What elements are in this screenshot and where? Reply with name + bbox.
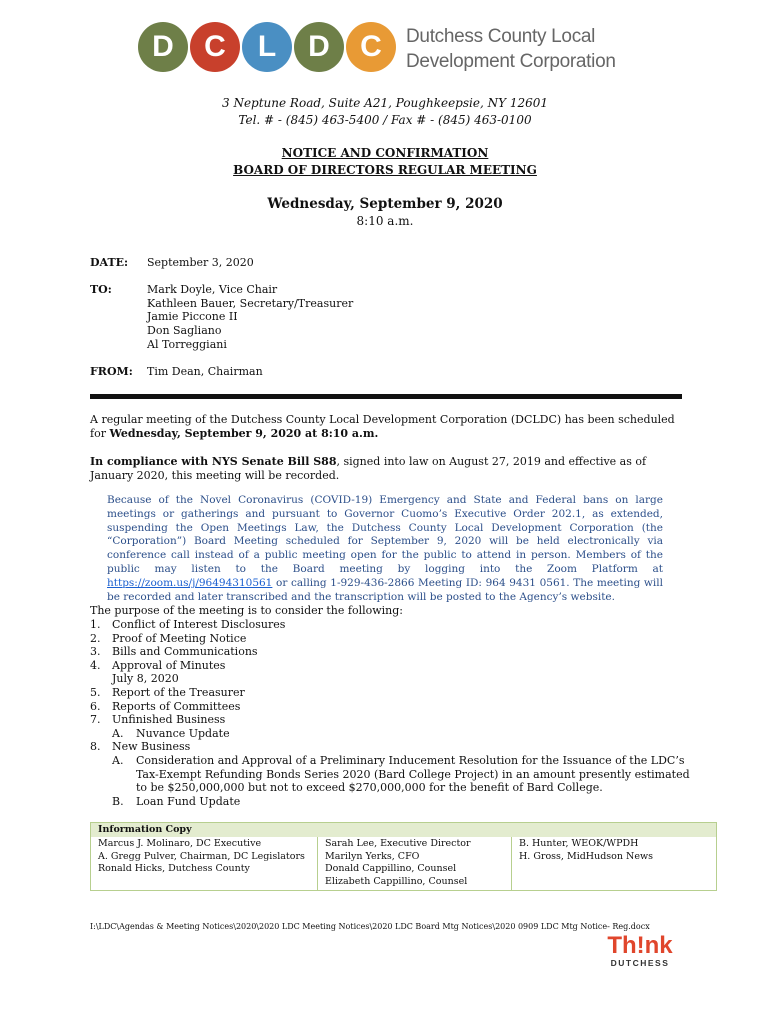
cc-recipient: Elizabeth Cappillino, Counsel <box>325 875 468 887</box>
covid-notice <box>107 494 663 604</box>
cc-recipient: H. Gross, MidHudson News <box>519 850 653 862</box>
agenda-item: 6. Reports of Committees <box>90 699 241 713</box>
from-value: Tim Dean, Chairman <box>147 365 263 378</box>
notice-title: NOTICE AND CONFIRMATION <box>281 146 489 160</box>
logo-letter-l: L <box>242 22 292 72</box>
dcldc-logo <box>138 22 638 76</box>
information-copy-heading: Information Copy <box>91 823 716 837</box>
date-label: DATE: <box>90 256 129 269</box>
file-path-footer: I:\LDC\Agendas & Meeting Notices\2020\2020 LDC Meeting Notices\2020 LDC Board Mtg Notices\2020 0909 LDC Mtg Notice- Reg.docx <box>90 922 650 931</box>
logo-letter-c2: C <box>346 22 396 72</box>
recipient: Don Sagliano <box>147 324 222 338</box>
logo-letter-d1: D <box>138 22 188 72</box>
address-line1: 3 Neptune Road, Suite A21, Poughkeepsie, NY 12601 <box>222 96 548 110</box>
to-label: TO: <box>90 283 112 296</box>
cc-recipient: B. Hunter, WEOK/WPDH <box>519 838 639 849</box>
logo-letter-d2: D <box>294 22 344 72</box>
compliance-paragraph <box>90 455 680 483</box>
purpose-text: The purpose of the meeting is to consider the following: <box>90 604 404 617</box>
covid-text: Because of the Novel Coronavirus (COVID-19) Emergency and State and Federal bans on large meetings or gatherings and pursuant to Governor Cuomo’s Executive Order 202.1, as extended, suspending the Open Meetings Law, the Dutchess County Local Development Corporation (the “Corporation”) Board Meeting scheduled for September 9, 2020 will be held electronically via conference call instead of a public meeting open for the public to attend in person. Members of the public may listen to the Board meeting by logging into the Zoom Platform at <box>107 494 663 575</box>
agenda-list <box>90 618 690 808</box>
info-copy-column-1 <box>91 837 318 890</box>
cc-recipient: Marcus J. Molinaro, DC Executive <box>98 838 262 849</box>
meeting-date: Wednesday, September 9, 2020 <box>267 196 503 212</box>
horizontal-divider <box>90 394 682 399</box>
intro-text: A regular meeting of the Dutchess County Local Development Corporation (DCLDC) has been scheduled for <box>90 413 675 440</box>
recipient: Jamie Piccone II <box>147 310 238 324</box>
think-logo-word: Th!nk <box>607 932 673 959</box>
agenda-subitem: B. Loan Fund Update <box>112 794 241 808</box>
info-copy-column-2 <box>318 837 512 890</box>
compliance-text: , signed into law on August 27, 2019 and effective as of January 2020, this meeting will be recorded. <box>90 455 647 482</box>
zoom-link[interactable]: https://zoom.us/j/96494310561 <box>107 576 273 589</box>
agenda-subitem: A. Nuvance Update <box>112 726 230 740</box>
dutchess-logo-word: DUTCHESS <box>610 958 670 968</box>
org-name-line1: Dutchess County Local <box>406 26 596 47</box>
logo-letter-c1: C <box>190 22 240 72</box>
cc-recipient: A. Gregg Pulver, Chairman, DC Legislators <box>98 850 305 862</box>
information-copy-table <box>90 822 717 891</box>
agenda-item: 8. New Business <box>90 740 191 754</box>
cc-recipient: Ronald Hicks, Dutchess County <box>98 863 250 875</box>
recipient: Al Torreggiani <box>147 337 227 351</box>
agenda-item: 7. Unfinished Business <box>90 713 226 727</box>
agenda-item: 1. Conflict of Interest Disclosures <box>90 618 286 631</box>
org-name-line2: Development Corporation <box>406 51 616 72</box>
agenda-item: July 8, 2020 <box>112 672 179 686</box>
agenda-item: 5. Report of the Treasurer <box>90 685 245 699</box>
think-dutchess-logo <box>603 934 677 968</box>
agenda-item: 4. Approval of Minutes <box>90 658 226 672</box>
agenda-subitem: A. Consideration and Approval of a Preliminary Inducement Resolution for the Issuance of the LDC’s Tax-Exempt Refunding Bonds Series 2020 (Bard College Project) in an amount presently estimated to be $250,000,000 but not to exceed $270,000,000 for the benefit of Bard College. <box>112 753 690 795</box>
agenda-item: 3. Bills and Communications <box>90 645 258 659</box>
cc-recipient: Donald Cappillino, Counsel <box>325 863 457 875</box>
compliance-bold: In compliance with NYS Senate Bill S88 <box>90 455 337 468</box>
intro-paragraph <box>90 413 680 441</box>
info-copy-column-3 <box>512 837 706 890</box>
recipient: Mark Doyle, Vice Chair <box>147 283 278 296</box>
org-name <box>406 24 616 74</box>
recipient: Kathleen Bauer, Secretary/Treasurer <box>147 296 354 310</box>
agenda-item: 2. Proof of Meeting Notice <box>90 631 247 645</box>
address-line2: Tel. # - (845) 463-5400 / Fax # - (845) 463-0100 <box>238 113 532 127</box>
intro-date-bold: Wednesday, September 9, 2020 at 8:10 a.m. <box>109 427 379 440</box>
meeting-time: 8:10 a.m. <box>356 214 414 228</box>
meeting-title: BOARD OF DIRECTORS REGULAR MEETING <box>233 163 537 177</box>
from-label: FROM: <box>90 365 133 378</box>
to-list <box>147 283 353 352</box>
cc-recipient: Marilyn Yerks, CFO <box>325 850 420 862</box>
date-value: September 3, 2020 <box>147 256 254 269</box>
covid-text-end: or calling 1-929-436-2866 Meeting ID: 964 9431 0561. The meeting will be recorded and later transcribed and the transcription will be posted to the Agency’s website. <box>107 576 663 603</box>
cc-recipient: Sarah Lee, Executive Director <box>325 838 471 849</box>
